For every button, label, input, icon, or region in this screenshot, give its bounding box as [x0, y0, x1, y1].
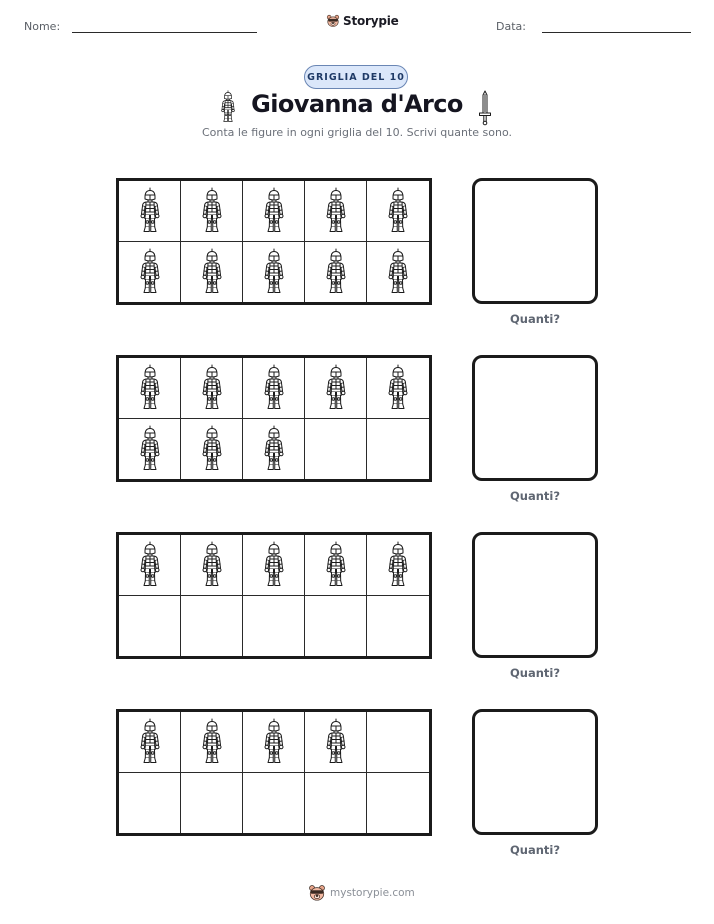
grid-cell: [367, 419, 429, 480]
grid-cell: [305, 419, 367, 480]
grid-cell: [367, 181, 429, 242]
grid-cell: [243, 773, 305, 834]
grid-cell: [243, 535, 305, 596]
ten-frame-2: [116, 355, 432, 482]
answer-label-1: Quanti?: [509, 312, 561, 326]
knight-armor-icon: [138, 187, 162, 235]
grid-cell: [305, 358, 367, 419]
knight-armor-icon: [138, 425, 162, 473]
grid-cell: [119, 712, 181, 773]
name-line[interactable]: [72, 32, 257, 33]
grid-cell: [119, 773, 181, 834]
knight-armor-icon: [200, 718, 224, 766]
knight-armor-icon: [138, 248, 162, 296]
knight-armor-icon: [386, 187, 410, 235]
knight-armor-icon: [200, 541, 224, 589]
answer-box-2[interactable]: [472, 355, 598, 481]
grid-cell: [181, 181, 243, 242]
grid-cell: [305, 773, 367, 834]
grid-cell: [367, 596, 429, 657]
grid-cell: [181, 358, 243, 419]
footer: [308, 884, 415, 902]
knight-armor-icon: [324, 541, 348, 589]
knight-armor-icon: [262, 187, 286, 235]
bear-mascot-icon: [326, 14, 340, 28]
grid-badge: GRIGLIA DEL 10: [304, 65, 408, 89]
grid-cell: [367, 242, 429, 303]
grid-cell: [243, 242, 305, 303]
page-title: Giovanna d'Arco: [251, 90, 463, 118]
knight-armor-icon: [386, 248, 410, 296]
date-line[interactable]: [542, 32, 691, 33]
grid-cell: [119, 419, 181, 480]
grid-cell: [305, 712, 367, 773]
answer-box-4[interactable]: [472, 709, 598, 835]
footer-url[interactable]: mystorypie.com: [330, 887, 415, 899]
knight-armor-icon: [386, 364, 410, 412]
knight-armor-icon: [262, 248, 286, 296]
knight-armor-icon: [200, 425, 224, 473]
grid-cell: [305, 535, 367, 596]
knight-armor-icon: [262, 364, 286, 412]
knight-armor-icon: [138, 541, 162, 589]
knight-armor-icon: [324, 364, 348, 412]
knight-armor-icon: [138, 364, 162, 412]
knight-armor-icon: [200, 364, 224, 412]
grid-cell: [181, 596, 243, 657]
grid-cell: [119, 242, 181, 303]
bear-mascot-icon: [308, 884, 326, 902]
knight-armor-icon: [324, 718, 348, 766]
answer-label-3: Quanti?: [509, 666, 561, 680]
grid-cell: [119, 181, 181, 242]
grid-cell: [243, 358, 305, 419]
grid-cell: [367, 773, 429, 834]
knight-armor-icon: [200, 248, 224, 296]
answer-box-1[interactable]: [472, 178, 598, 304]
grid-cell: [243, 419, 305, 480]
knight-armor-icon: [324, 248, 348, 296]
grid-cell: [181, 712, 243, 773]
knight-armor-icon: [262, 425, 286, 473]
grid-cell: [367, 358, 429, 419]
grid-cell: [119, 535, 181, 596]
answer-box-3[interactable]: [472, 532, 598, 658]
brand-name: Storypie: [343, 14, 399, 28]
grid-cell: [181, 773, 243, 834]
sword-icon: [478, 90, 492, 126]
knight-armor-icon: [200, 187, 224, 235]
grid-cell: [243, 181, 305, 242]
grid-cell: [243, 712, 305, 773]
grid-cell: [367, 712, 429, 773]
grid-cell: [181, 242, 243, 303]
ten-frame-3: [116, 532, 432, 659]
knight-armor-icon: [262, 718, 286, 766]
knight-armor-icon: [138, 718, 162, 766]
ten-frame-4: [116, 709, 432, 836]
grid-cell: [367, 535, 429, 596]
ten-frame-1: [116, 178, 432, 305]
grid-cell: [305, 596, 367, 657]
grid-cell: [119, 596, 181, 657]
name-label: Nome:: [24, 20, 61, 33]
grid-cell: [305, 242, 367, 303]
brand-logo: [326, 14, 399, 28]
answer-label-4: Quanti?: [509, 843, 561, 857]
grid-cell: [305, 181, 367, 242]
date-label: Data:: [496, 20, 526, 33]
grid-cell: [181, 535, 243, 596]
grid-cell: [243, 596, 305, 657]
knight-armor-icon: [262, 541, 286, 589]
grid-cell: [181, 419, 243, 480]
instructions: Conta le figure in ogni griglia del 10. Scrivi quante sono.: [201, 126, 512, 139]
answer-label-2: Quanti?: [509, 489, 561, 503]
knight-armor-icon: [386, 541, 410, 589]
knight-armor-icon: [324, 187, 348, 235]
grid-cell: [119, 358, 181, 419]
